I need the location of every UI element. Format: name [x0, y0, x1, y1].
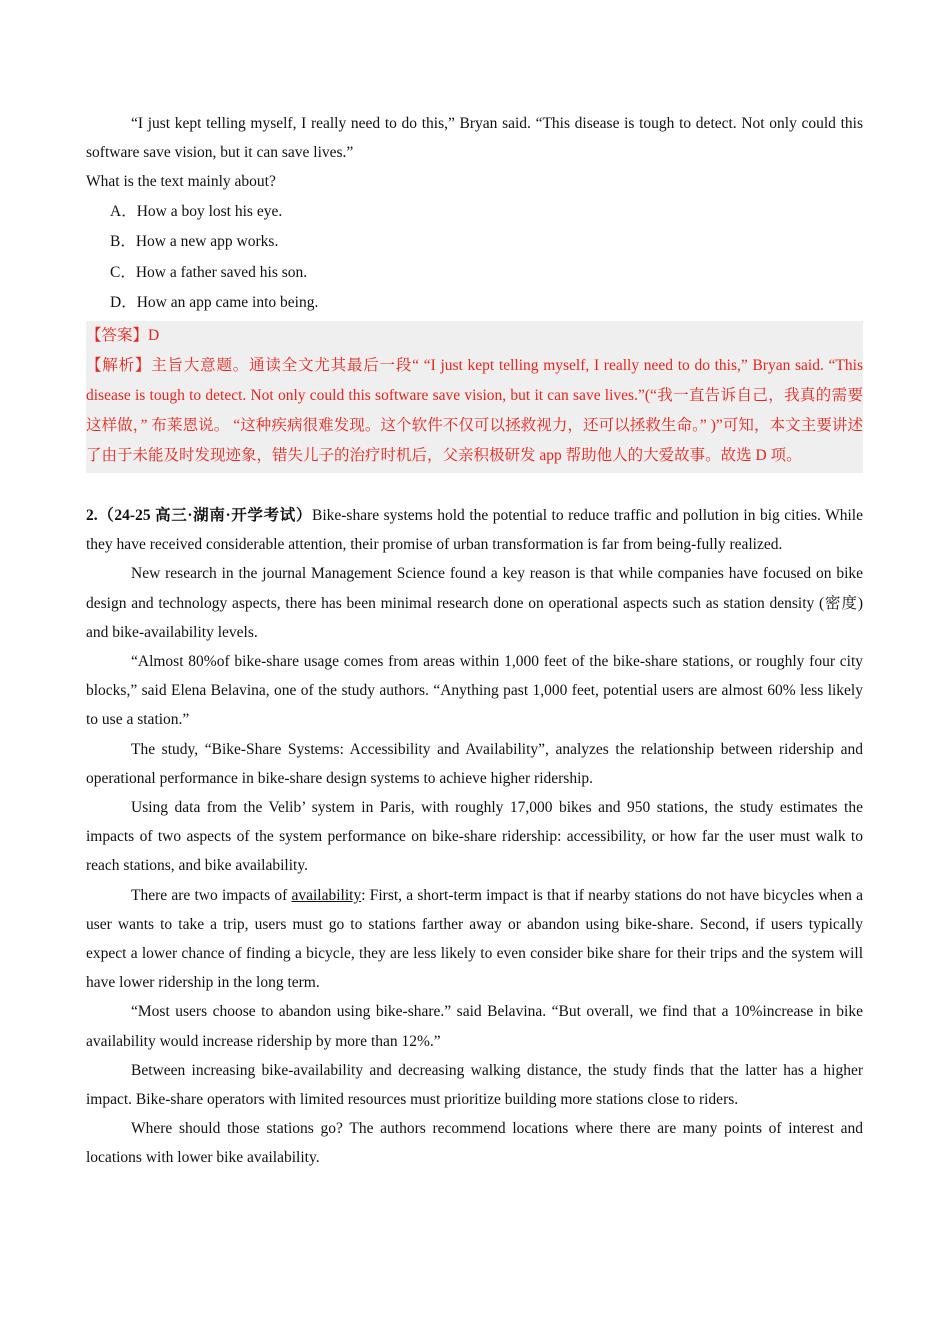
- q2-intro: Bike-share systems hold the potential to reduce traffic and pollution in big cities. While they have received considerable attention, their promise of urban transformation is far from being-fully realized.: [86, 506, 863, 554]
- q2-paragraph-2: “Almost 80%of bike-share usage comes from areas within 1,000 feet of the bike-share stations, or roughly four city blocks,” said Elena Belavina, one of the study authors. “Anything past 1,000 feet, potential users are almost 60% less likely to use a station.”: [86, 653, 863, 729]
- q2-paragraph-4: Using data from the Velib’ system in Paris, with roughly 17,000 bikes and 950 stations, the study estimates the impacts of two aspects of the system performance on bike-share ridership: accessibility, or how far the user must walk to reach stations, and bike availability.: [86, 799, 863, 875]
- q2-p5-before: There are two impacts of: [131, 886, 292, 904]
- q1-question: What is the text mainly about?: [86, 173, 276, 191]
- q1-option-b: B．How a new app works.: [110, 233, 279, 251]
- q2-underlined-word: availability: [291, 886, 362, 904]
- section-gap: [86, 473, 863, 501]
- q1-closing-paragraph: “I just kept telling myself, I really need to do this,” Bryan said. “This disease is tough to detect. Not only could this software save vision, but it can save lives.”: [86, 115, 863, 162]
- document-page: [86, 109, 863, 1173]
- q2-p5-after: : First, a short-term impact is that if nearby stations do not have bicycles when a user wants to take a trip, users must go to stations farther away or abandon using bike-share. Second, if users typically expect a lower chance of finding a bicycle, they are less likely to even consider bike share for their trips and the system will have lower ridership in the long term.: [86, 886, 863, 992]
- q2-paragraph-7: Between increasing bike-availability and decreasing walking distance, the study finds that the latter has a higher impact. Bike-share operators with limited resources must prioritize building more stations close to riders.: [86, 1061, 863, 1109]
- q1-option-a: A．How a boy lost his eye.: [110, 202, 283, 220]
- q2-intro-paragraph: [86, 501, 863, 559]
- q1-answer: 【答案】D: [86, 326, 160, 344]
- q1-analysis: 【解析】主旨大意题。通读全文尤其最后一段“ “I just kept telling myself, I really need to do this,” Bryan said. “This disease is tough to detect. Not only could this software save vision, but it can save lives.”(“我一直告诉自己，我真的需要这样做，” 布莱恩说。 “这种疾病很难发现。这个软件不仅可以拯救视力，还可以拯救生命。” )”可知，本文主要讲述了由于未能及时发现迹象，错失儿子的治疗时机后，父亲积极研发 app 帮助他人的大爱故事。故选 D 项。: [86, 356, 863, 464]
- q2-paragraph-3: The study, “Bike-Share Systems: Accessibility and Availability”, analyzes the relationship between ridership and operational performance in bike-share design systems to achieve higher ridership.: [86, 740, 863, 787]
- q2-paragraph-1: New research in the journal Management Science found a key reason is that while companies have focused on bike design and technology aspects, there has been minimal research done on operational aspects such as station density (密度) and bike-availability levels.: [86, 565, 863, 641]
- q2-paragraph-8: Where should those stations go? The authors recommend locations where there are many points of interest and locations with lower bike availability.: [86, 1120, 863, 1167]
- q2-label: 2.（24-25 高三·湖南·开学考试）: [86, 506, 312, 524]
- q1-option-d: D．How an app came into being.: [110, 294, 319, 312]
- q1-option-c: C．How a father saved his son.: [110, 263, 308, 281]
- q2-paragraph-6: “Most users choose to abandon using bike-share.” said Belavina. “But overall, we find that a 10%increase in bike availability would increase ridership by more than 12%.”: [86, 1003, 863, 1050]
- q1-answer-block: [86, 321, 863, 473]
- q2-paragraph-5: [86, 881, 863, 998]
